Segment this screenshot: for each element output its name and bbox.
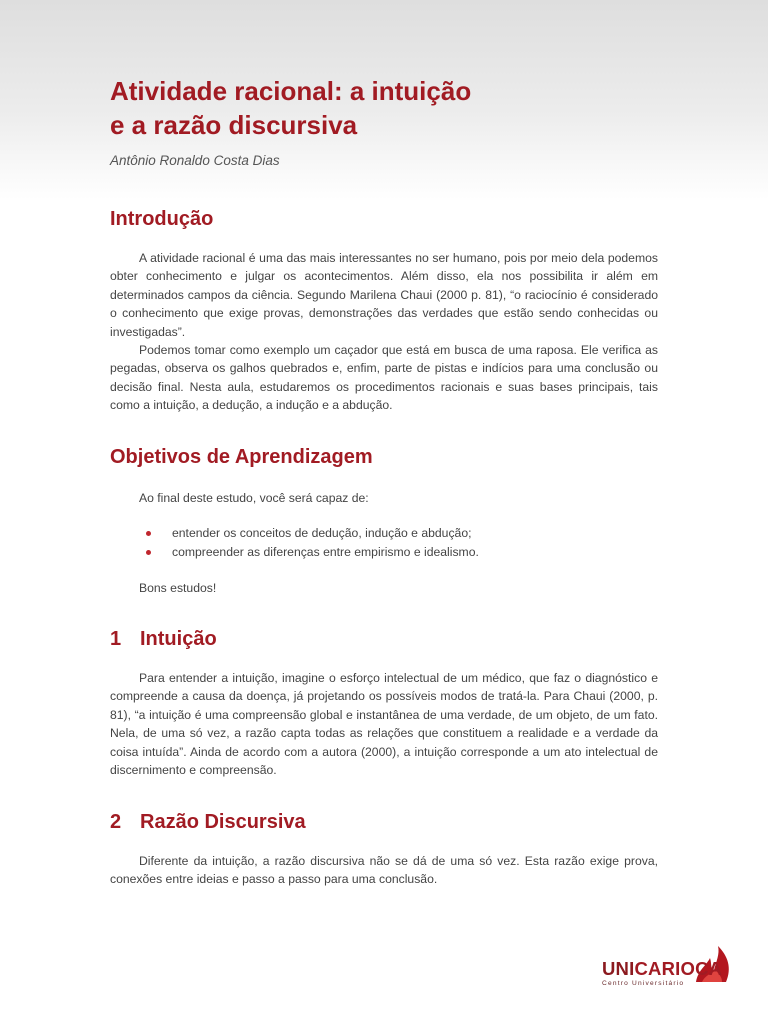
intro-section xyxy=(110,208,658,415)
logo-subtitle: Centro Universitário xyxy=(602,980,685,987)
section-2-paragraph: Diferente da intuição, a razão discursiva não se dá de uma só vez. Esta razão exige prova, conexões entre ideias e passo a passo para uma conclusão. xyxy=(110,854,658,887)
intro-heading: Introdução xyxy=(110,208,214,230)
document-title xyxy=(110,74,658,142)
title-line-1: Atividade racional: a intuição xyxy=(110,76,472,106)
section-2-heading xyxy=(110,811,658,834)
objectives-section xyxy=(110,446,658,598)
section-number: 1 xyxy=(110,628,122,650)
objectives-heading: Objetivos de Aprendizagem xyxy=(110,446,373,468)
list-item xyxy=(110,524,658,542)
objective-text: entender os conceitos de dedução, indução e abdução; xyxy=(172,526,472,541)
objectives-closing: Bons estudos! xyxy=(139,581,217,596)
title-line-2: e a razão discursiva xyxy=(110,110,358,140)
section-1-heading xyxy=(110,628,658,651)
section-number: 2 xyxy=(110,811,122,833)
unicarioca-logo xyxy=(602,944,734,996)
objectives-lead: Ao final deste estudo, você será capaz de: xyxy=(139,491,369,505)
author-name: Antônio Ronaldo Costa Dias xyxy=(110,153,280,168)
list-item xyxy=(110,543,658,561)
bullet-icon xyxy=(146,550,151,555)
intro-paragraph-1: A atividade racional é uma das mais interessantes no ser humano, pois por meio dela podemos obter conhecimento e julgar os acontecimentos. Além disso, ela nos possibilita ir além em determinados campos da ciência. Segundo Marilena Chaui (2000 p. 81), “o raciocínio é considerado o conhecimento que exige provas, demonstrações das verdades que estão sendo conhecidas ou investigadas”. xyxy=(110,251,658,339)
bullet-icon xyxy=(146,531,151,536)
intro-paragraph-2: Podemos tomar como exemplo um caçador que está em busca de uma raposa. Ele verifica as pegadas, observa os galhos quebrados e, enfim, parte de pistas e indícios para uma conclusão ou decisão final. Nesta aula, estudaremos os procedimentos racionais e suas bases principais, tais como a intuição, a dedução, a indução e a abdução. xyxy=(110,343,658,413)
title-block xyxy=(110,74,658,168)
objective-text: compreender as diferenças entre empirismo e idealismo. xyxy=(172,544,479,559)
section-title: Intuição xyxy=(140,628,217,650)
section-razao-discursiva xyxy=(110,811,658,889)
logo-wordmark: UNICARIOCA xyxy=(602,958,723,979)
section-title: Razão Discursiva xyxy=(140,811,306,833)
objectives-list xyxy=(110,524,658,561)
section-intuicao xyxy=(110,628,658,779)
section-1-paragraph: Para entender a intuição, imagine o esforço intelectual de um médico, que faz o diagnóstico e compreende a causa da doença, já projetando os possíveis modos de tratá-la. Para Chaui (2000, p. 81), “a intuição é uma compreensão global e instantânea de uma verdade, de um objeto, de um fato. Nela, de uma só vez, a razão capta todas as relações que constituem a realidade e a verdade da coisa intuída”. Ainda de acordo com a autora (2000), a intuição corresponde a um ato intelectual de discernimento e compreensão. xyxy=(110,671,658,778)
